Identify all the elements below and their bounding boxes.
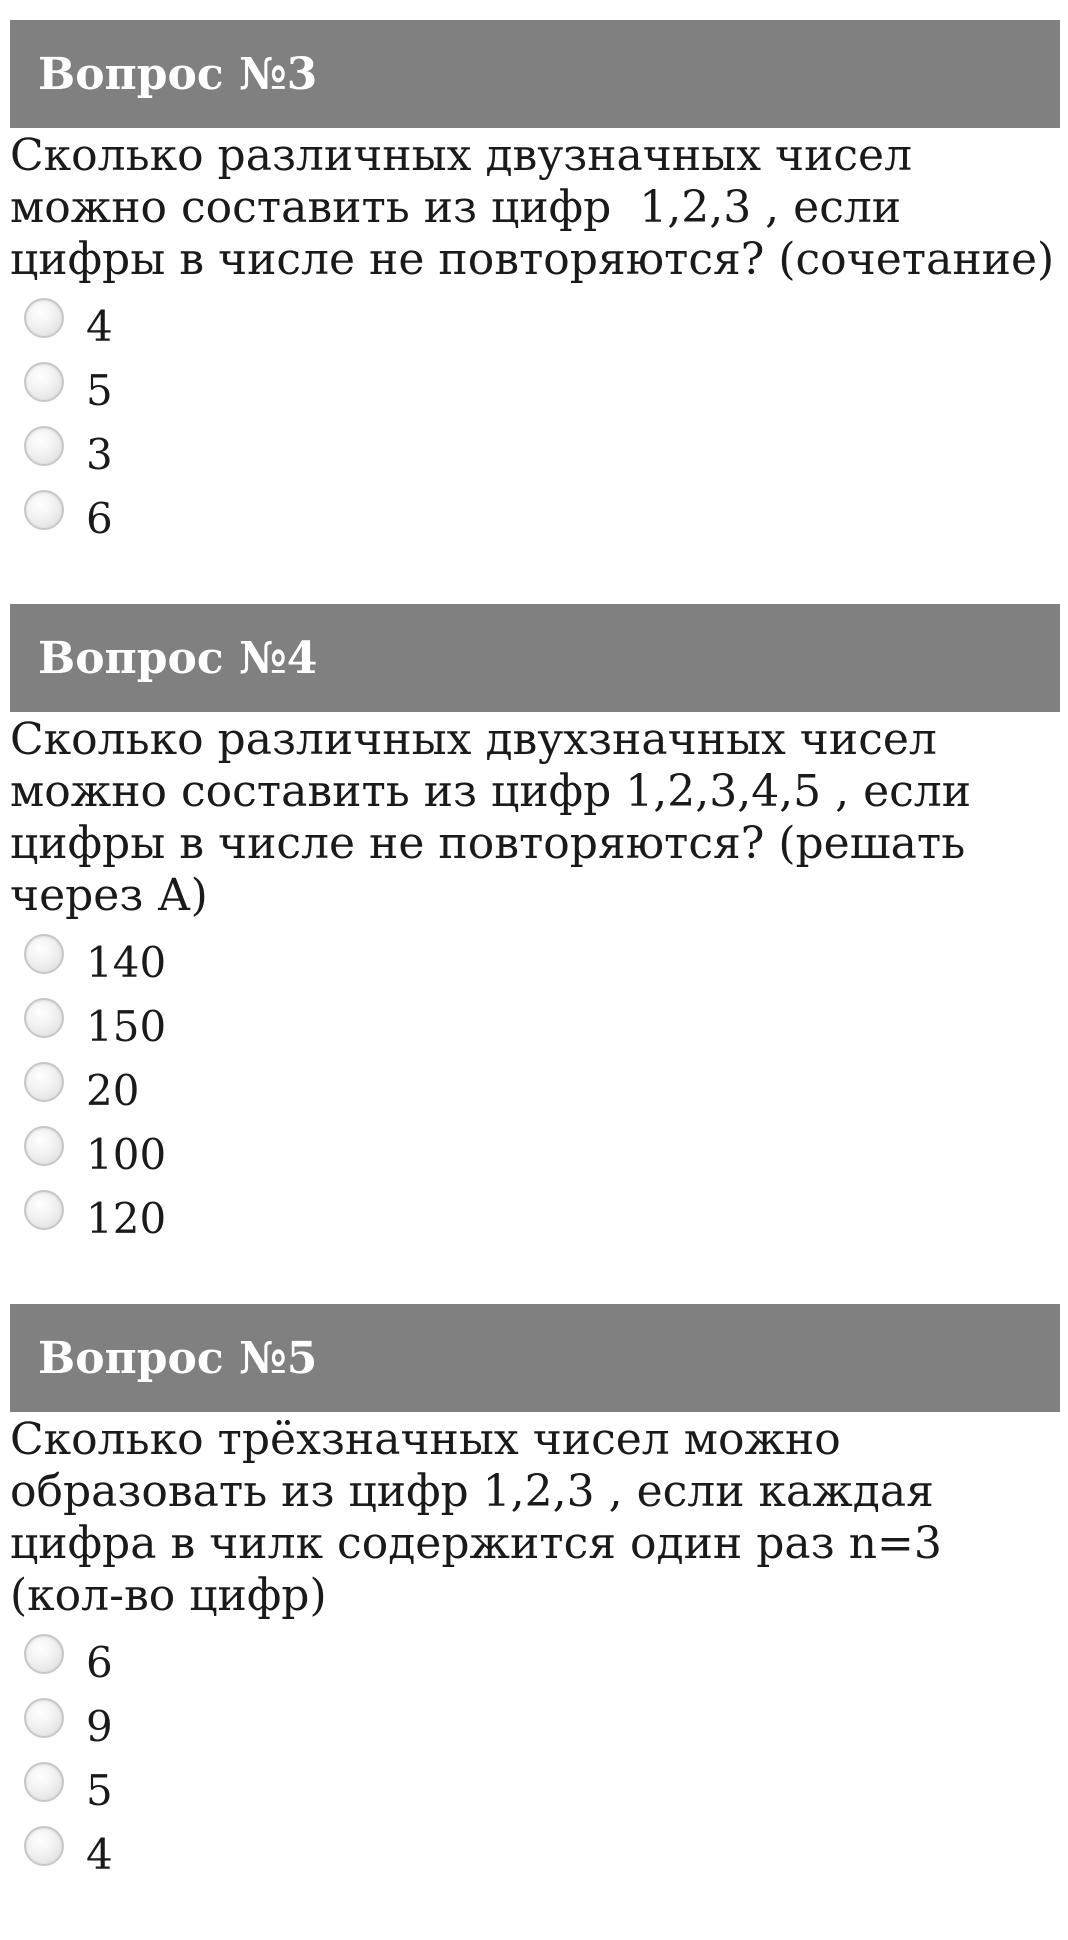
option-label: 9 xyxy=(86,1702,113,1751)
options-list xyxy=(24,1626,1060,1882)
question-block-3 xyxy=(10,20,1060,546)
question-block-5 xyxy=(10,1304,1060,1882)
options-list xyxy=(24,290,1060,546)
radio-button[interactable] xyxy=(24,1126,64,1166)
radio-button[interactable] xyxy=(24,1634,64,1674)
option-label: 4 xyxy=(86,1830,113,1879)
radio-button[interactable] xyxy=(24,490,64,530)
question-header xyxy=(10,20,1060,128)
question-text: Сколько трёхзначных чисел можно образовать из цифр 1,2,3 , если каждая цифра в чилк содержится один раз n=3 (кол-во цифр) xyxy=(10,1414,956,1621)
option-label: 140 xyxy=(86,938,167,987)
radio-button[interactable] xyxy=(24,1062,64,1102)
answer-option[interactable] xyxy=(24,354,1060,418)
option-label: 150 xyxy=(86,1002,167,1051)
question-title: Вопрос №3 xyxy=(38,48,318,100)
answer-option[interactable] xyxy=(24,1818,1060,1882)
option-label: 5 xyxy=(86,366,113,415)
quiz xyxy=(10,20,1060,1940)
option-label: 5 xyxy=(86,1766,113,1815)
question-block-4 xyxy=(10,604,1060,1246)
radio-button[interactable] xyxy=(24,1826,64,1866)
answer-option[interactable] xyxy=(24,990,1060,1054)
option-label: 120 xyxy=(86,1194,167,1243)
answer-option[interactable] xyxy=(24,1118,1060,1182)
answer-option[interactable] xyxy=(24,1182,1060,1246)
option-label: 6 xyxy=(86,494,113,543)
answer-option[interactable] xyxy=(24,926,1060,990)
radio-button[interactable] xyxy=(24,1762,64,1802)
question-text: Сколько различных двухзначных чисел можно составить из цифр 1,2,3,4,5 , если цифры в числе не повторяются? (решать через А) xyxy=(10,714,986,921)
radio-button[interactable] xyxy=(24,998,64,1038)
radio-button[interactable] xyxy=(24,298,64,338)
radio-button[interactable] xyxy=(24,1190,64,1230)
answer-option[interactable] xyxy=(24,1626,1060,1690)
answer-option[interactable] xyxy=(24,290,1060,354)
options-list xyxy=(24,926,1060,1246)
option-label: 4 xyxy=(86,302,113,351)
question-header xyxy=(10,1304,1060,1412)
radio-button[interactable] xyxy=(24,426,64,466)
question-header xyxy=(10,604,1060,712)
option-label: 3 xyxy=(86,430,113,479)
answer-option[interactable] xyxy=(24,1054,1060,1118)
question-title: Вопрос №4 xyxy=(38,632,318,684)
option-label: 100 xyxy=(86,1130,167,1179)
question-text: Сколько различных двузначных чисел можно составить из цифр 1,2,3 , если цифры в числе не повторяются? (сочетание) xyxy=(10,130,1055,285)
answer-option[interactable] xyxy=(24,1690,1060,1754)
question-title: Вопрос №5 xyxy=(38,1332,318,1384)
option-label: 6 xyxy=(86,1638,113,1687)
answer-option[interactable] xyxy=(24,418,1060,482)
radio-button[interactable] xyxy=(24,934,64,974)
answer-option[interactable] xyxy=(24,1754,1060,1818)
radio-button[interactable] xyxy=(24,362,64,402)
radio-button[interactable] xyxy=(24,1698,64,1738)
option-label: 20 xyxy=(86,1066,140,1115)
answer-option[interactable] xyxy=(24,482,1060,546)
